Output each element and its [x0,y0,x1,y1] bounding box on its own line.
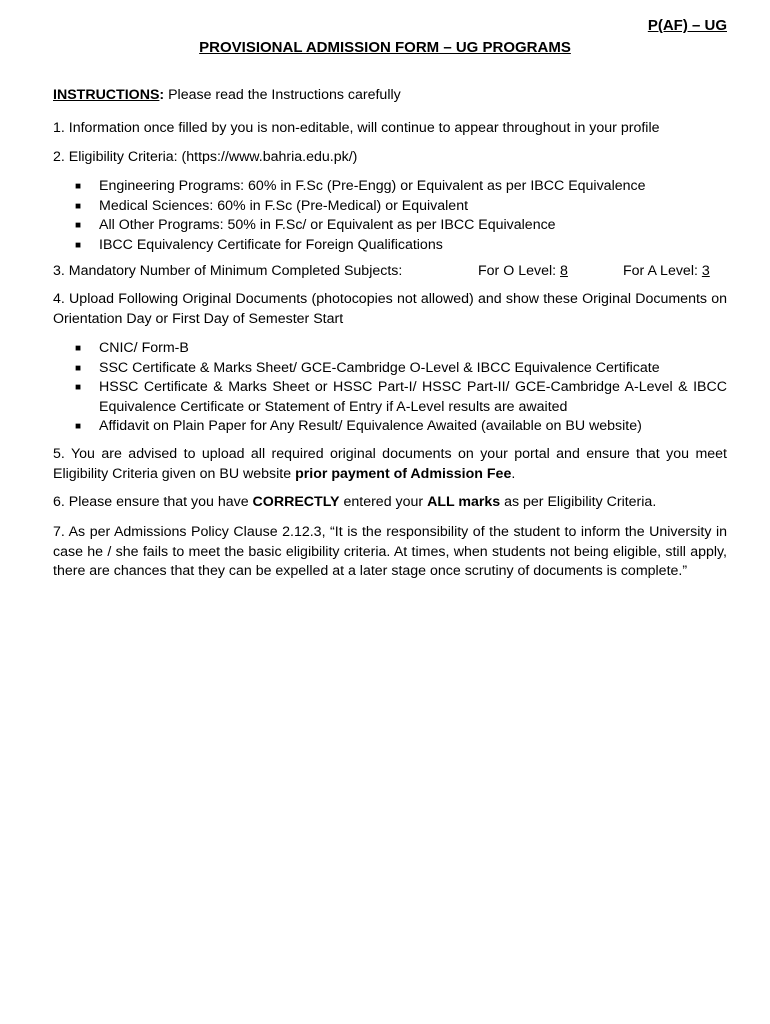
eligibility-item-text: Medical Sciences: 60% in F.Sc (Pre-Medical) or Equivalent [99,197,469,214]
bullet-icon: ■ [75,362,82,374]
instructions-heading [53,86,727,106]
page-title: PROVISIONAL ADMISSION FORM – UG PROGRAMS [199,39,571,56]
instruction-6-bold-correctly: CORRECTLY [252,494,340,510]
instruction-6 [53,493,727,513]
bullet-icon: ■ [75,343,82,354]
instructions-intro: Please read the Instructions carefully [164,87,401,103]
instruction-5-end: . [511,465,516,482]
instruction-3-label: 3. Mandatory Number of Minimum Completed Subjects: [53,263,403,279]
list-item [53,197,727,217]
instruction-5 [53,445,727,484]
document-item-text: Affidavit on Plain Paper for Any Result/ Equivalence Awaited (available on BU website) [99,418,642,434]
bullet-icon: ■ [75,220,82,231]
a-level-requirement [623,262,710,282]
list-item [53,177,727,197]
list-item [53,236,727,256]
list-item [53,359,727,379]
a-level-label: For A Level: [623,263,702,279]
instruction-2: 2. Eligibility Criteria: (https://www.bahria.edu.pk/) [53,149,358,165]
instructions-colon: : [159,87,165,103]
instructions-label: INSTRUCTIONS [53,87,160,103]
instruction-6-part: entered your [339,494,428,510]
eligibility-list [53,177,727,255]
bullet-icon: ■ [75,239,82,251]
o-level-value: 8 [560,263,568,279]
bullet-icon: ■ [75,382,82,393]
form-code: P(AF) – UG [647,17,727,34]
list-item [53,339,727,359]
document-item-text: SSC Certificate & Marks Sheet/ GCE-Cambridge O-Level & IBCC Equivalence Certificate [99,359,660,376]
eligibility-item-text: All Other Programs: 50% in F.Sc/ or Equivalent as per IBCC Equivalence [99,217,556,233]
a-level-value: 3 [701,263,710,279]
list-item [53,378,727,417]
eligibility-item-text: IBCC Equivalency Certificate for Foreign Qualifications [99,236,443,253]
bullet-icon: ■ [75,200,82,212]
instruction-5-bold: prior payment of Admission Fee [295,465,512,482]
bullet-icon: ■ [75,421,82,432]
list-item [53,216,727,236]
bullet-icon: ■ [75,181,82,192]
instruction-6-bold-all-marks: ALL marks [427,494,501,510]
documents-list [53,339,727,437]
o-level-requirement [478,262,568,282]
instruction-5-text: 5. You are advised to upload all required original documents on your portal and ensure that you meet Eligibility Criteria given on BU website [53,446,727,482]
instruction-7: 7. As per Admissions Policy Clause 2.12.3, “It is the responsibility of the student to inform the University in case he / she fails to meet the basic eligibility criteria. At times, when students not being eligible, still apply, there are chances that they can be expelled at a later stage once scrutiny of documents is complete.” [53,524,727,579]
instruction-6-part: as per Eligibility Criteria. [500,494,657,510]
eligibility-item-text: Engineering Programs: 60% in F.Sc (Pre-Engg) or Equivalent as per IBCC Equivalence [99,178,646,194]
o-level-label: For O Level: [478,263,561,279]
list-item [53,417,727,437]
document-item-text: HSSC Certificate & Marks Sheet or HSSC Part-I/ HSSC Part-II/ GCE-Cambridge A-Level & IBCC Equivalence Certificate or Statement of Entry if A-Level results are awaited [99,379,727,415]
instruction-4: 4. Upload Following Original Documents (photocopies not allowed) and show these Original Documents on Orientation Day or First Day of Semester Start [53,291,727,327]
instruction-6-part: 6. Please ensure that you have [53,494,253,510]
document-item-text: CNIC/ Form-B [99,340,189,356]
instruction-1: 1. Information once filled by you is non-editable, will continue to appear throughout in your profile [53,120,660,136]
